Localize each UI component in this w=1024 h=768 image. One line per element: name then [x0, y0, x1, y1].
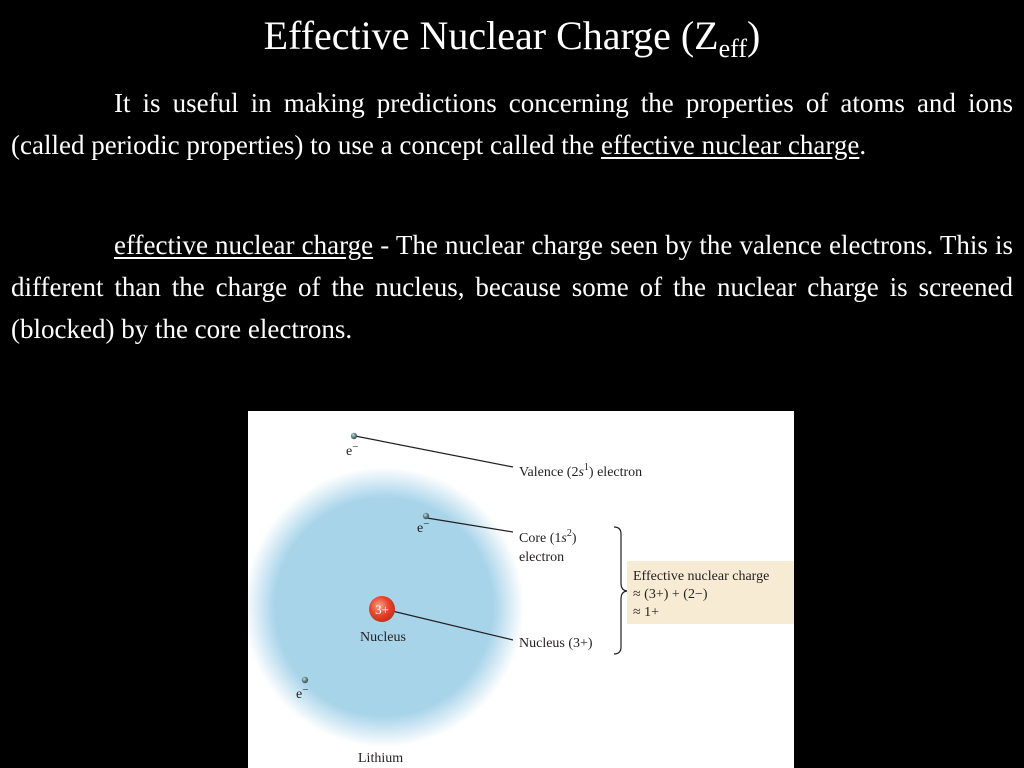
title-subscript: eff: [718, 34, 748, 63]
valence-leader-line: [355, 436, 513, 467]
intro-paragraph: [11, 82, 1013, 166]
title-main: Effective Nuclear Charge (Z: [263, 13, 719, 58]
intro-term: effective nuclear charge: [600, 130, 860, 160]
core-electron-2: [302, 677, 308, 683]
core-label: Core $(1s^2)$: [519, 528, 577, 546]
core-electron-symbol: e−: [417, 518, 430, 536]
definition-text: - The nuclear charge seen by the valence electrons. This is different than the charge of the nucleus, because some of the nuclear charge is screened (blocked) by the core electrons.: [11, 230, 1013, 344]
nucleus-charge: 3+: [375, 602, 389, 617]
core-electron-2-symbol: e−: [296, 684, 309, 702]
zeff-line2: ≈ (3+) + (2−): [633, 587, 708, 602]
intro-text: It is useful in making predictions concerning the properties of atoms and ions (called periodic properties) to use a concept called the: [11, 88, 1013, 160]
atom-label: Lithium: [358, 751, 404, 766]
valence-label: Valence $(2s^1)$ electron: [519, 462, 643, 480]
valence-electron-symbol: e−: [346, 441, 359, 459]
valence-electron: [351, 433, 357, 439]
grouping-bracket: [614, 527, 628, 654]
slide-title: [0, 10, 1024, 62]
nucleus-callout: Nucleus (3+): [519, 636, 593, 651]
intro-end: .: [859, 130, 867, 160]
nucleus-label: Nucleus: [360, 630, 406, 645]
definition-term: effective nuclear charge: [114, 230, 374, 260]
definition-paragraph: [11, 224, 1013, 350]
lithium-diagram: [248, 411, 794, 768]
title-close: ): [747, 13, 761, 58]
zeff-title: Effective nuclear charge: [633, 569, 770, 584]
lithium-diagram-svg: [248, 411, 794, 768]
zeff-line3: ≈ 1+: [633, 605, 660, 620]
core-label-line2: electron: [519, 550, 565, 565]
